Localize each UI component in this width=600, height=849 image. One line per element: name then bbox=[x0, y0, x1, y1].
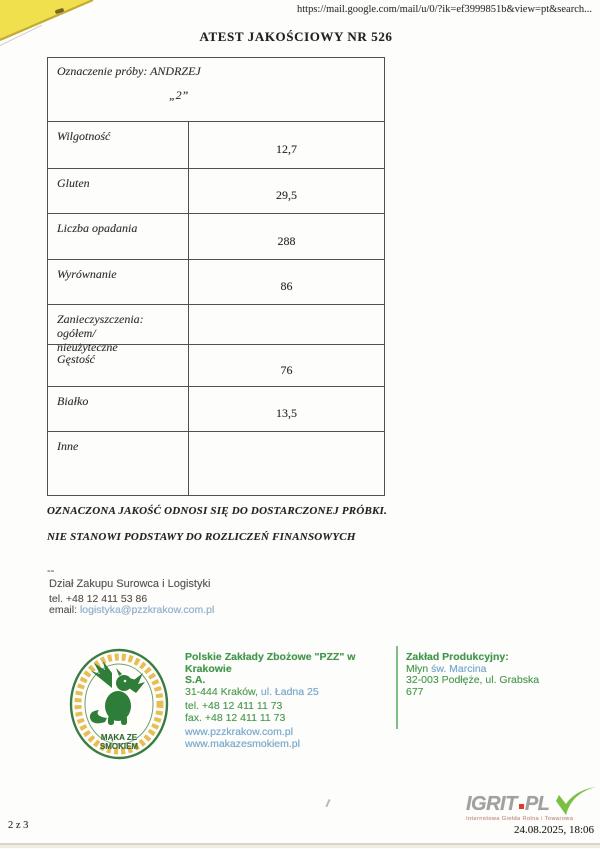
signature-department: Dział Zakupu Surowca i Logistyki bbox=[49, 578, 211, 590]
igrit-wordmark: IGRIT PL bbox=[466, 793, 550, 815]
table-row bbox=[48, 259, 384, 304]
footer-divider-line bbox=[396, 646, 398, 729]
sample-designation-label: Oznaczenie próby: ANDRZEJ bbox=[57, 64, 201, 78]
parameter-value bbox=[189, 305, 384, 344]
quality-note-1: OZNACZONA JAKOŚĆ ODNOSI SIĘ DO DOSTARCZONEJ PRÓBKI. bbox=[47, 505, 387, 517]
email-label: email: bbox=[49, 604, 78, 616]
table-row bbox=[48, 121, 384, 168]
quality-table bbox=[47, 57, 385, 496]
parameter-value: 288 bbox=[277, 233, 296, 248]
company-address-link[interactable]: ul. Ładna 25 bbox=[260, 685, 319, 698]
table-row bbox=[48, 304, 384, 354]
table-row bbox=[48, 431, 384, 495]
email-link[interactable]: logistyka@pzzkrakow.com.pl bbox=[79, 604, 215, 616]
parameter-label: Inne bbox=[48, 432, 189, 495]
company-name-line1: Polskie Zakłady Zbożowe "PZZ" w Krakowie bbox=[185, 651, 356, 675]
pen-mark bbox=[325, 799, 330, 807]
signature-email-line bbox=[49, 604, 214, 616]
gmail-print-url: https://mail.google.com/mail/u/0/?ik=ef3999851b&view=pt&search... bbox=[297, 4, 592, 15]
scan-edge-shadow bbox=[0, 845, 600, 848]
parameter-label: Zanieczyszczenia: ogółem/ nieużyteczne bbox=[48, 305, 189, 344]
igrit-logo bbox=[466, 793, 594, 836]
document-title: ATEST JAKOŚCIOWY NR 526 bbox=[199, 29, 393, 44]
print-datetime: 24.08.2025, 18:06 bbox=[513, 824, 594, 836]
parameter-value: 86 bbox=[280, 279, 293, 293]
parameter-value: 12,7 bbox=[276, 142, 297, 156]
parameter-label: Wyrównanie bbox=[48, 260, 189, 304]
parameter-value: 29,5 bbox=[276, 188, 297, 202]
table-row bbox=[48, 386, 384, 431]
parameter-label: Gęstość bbox=[48, 345, 189, 386]
company-address: 31-444 Kraków, ul. Ładna 25 bbox=[185, 685, 319, 698]
company-website-2[interactable]: www.makazesmokiem.pl bbox=[185, 737, 300, 750]
company-info bbox=[185, 652, 395, 753]
table-row bbox=[48, 344, 384, 386]
maka-ze-smokiem-logo bbox=[66, 646, 172, 766]
company-name-line2: S.A. bbox=[185, 674, 206, 686]
table-row bbox=[48, 168, 384, 213]
igrit-dot bbox=[519, 804, 524, 809]
production-address-line1: 32-003 Podłęże, ul. Grabska bbox=[406, 674, 540, 686]
quality-table-rows bbox=[48, 121, 384, 495]
production-name-link[interactable]: św. Marcina bbox=[431, 662, 487, 675]
production-plant-info bbox=[406, 652, 556, 698]
igrit-tagline: Internetowa Giełda Rolna i Towarowa bbox=[466, 816, 574, 822]
page-number: 2 z 3 bbox=[8, 820, 29, 831]
signature-separator: -- bbox=[47, 565, 55, 577]
parameter-label: Wilgotność bbox=[48, 122, 189, 168]
production-name: Młyn św. Marcina bbox=[406, 662, 487, 675]
company-website-1[interactable]: www.pzzkrakow.com.pl bbox=[185, 726, 293, 738]
parameter-value: 76 bbox=[280, 362, 293, 377]
sample-number: „2” bbox=[169, 88, 189, 102]
parameter-label: Liczba opadania bbox=[48, 214, 189, 259]
sample-designation-row bbox=[48, 58, 384, 121]
parameter-label: Białko bbox=[48, 387, 189, 431]
parameter-value: 13,5 bbox=[276, 406, 297, 420]
production-title: Zakład Produkcyjny: bbox=[406, 651, 509, 663]
table-row bbox=[48, 213, 384, 259]
signature-phone: tel. +48 12 411 53 86 bbox=[49, 593, 148, 605]
production-address-line2: 677 bbox=[406, 685, 424, 698]
company-tel: tel. +48 12 411 11 73 bbox=[185, 700, 283, 712]
company-fax: fax. +48 12 411 11 73 bbox=[185, 711, 286, 724]
parameter-label: Gluten bbox=[48, 169, 189, 213]
logo-text-line2: SMOKIEM bbox=[99, 742, 139, 751]
quality-note-2: NIE STANOWI PODSTAWY DO ROZLICZEŃ FINANSOWYCH bbox=[47, 531, 356, 543]
parameter-value bbox=[189, 432, 384, 495]
logo-text-line1: MĄKA ZE bbox=[100, 733, 138, 742]
